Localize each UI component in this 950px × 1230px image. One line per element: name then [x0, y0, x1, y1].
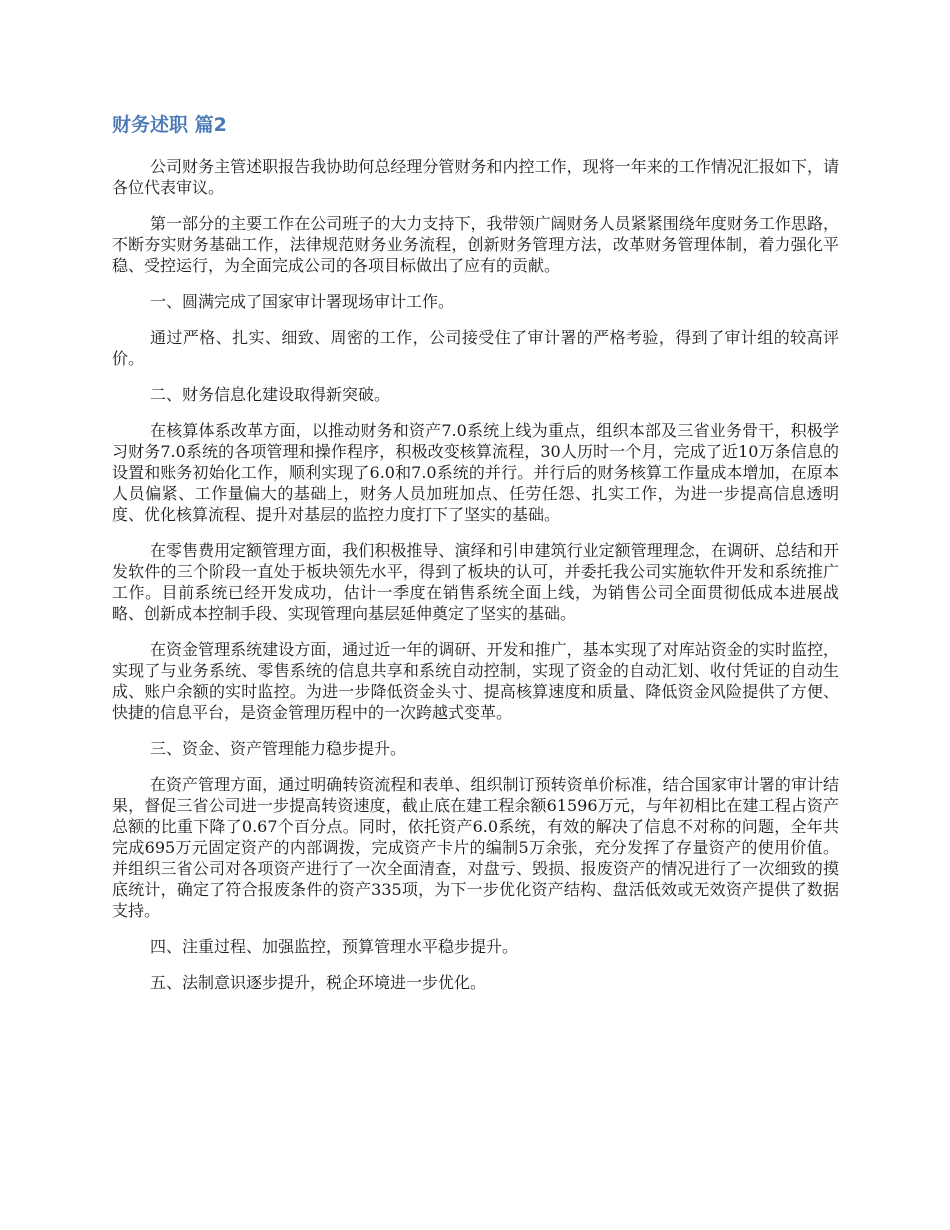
paragraph-retail-cost: 在零售费用定额管理方面，我们积极推导、演绎和引申建筑行业定额管理理念，在调研、总结和开发软件的三个阶段一直处于板块领先水平，得到了板块的认可，并委托我公司实施软件开发和系统推广工作。目前系统已经开发成功，估计一季度在销售系统全面上线，为销售公司全面贯彻低成本进展战略、创新成本控制手段、实现管理向基层延伸奠定了坚实的基础。	[112, 541, 839, 623]
heading-section-five: 五、法制意识逐步提升，税企环境进一步优化。	[150, 973, 487, 992]
paragraph-audit: 通过严格、扎实、细致、周密的工作，公司接受住了审计署的严格考验，得到了审计组的较高评价。	[112, 328, 839, 368]
heading-section-three: 三、资金、资产管理能力稳步提升。	[150, 739, 407, 758]
paragraph-accounting-reform: 在核算体系改革方面，以推动财务和资产7.0系统上线为重点，组织本部及三省业务骨干，积极学习财务7.0系统的各项管理和操作程序，积极改变核算流程，30人历时一个月，完成了近10万条信息的设置和账务初始化工作，顺利实现了6.0和7.0系统的并行。并行后的财务核算工作量成本增加，在原本人员偏紧、工作量偏大的基础上，财务人员加班加点、任劳任怨、扎实工作，为进一步提高信息透明度、优化核算流程、提升对基层的监控力度打下了坚实的基础。	[112, 421, 839, 524]
paragraph-fund-management: 在资金管理系统建设方面，通过近一年的调研、开发和推广，基本实现了对库站资金的实时监控，实现了与业务系统、零售系统的信息共享和系统自动控制，实现了资金的自动汇划、收付凭证的自动生成、账户余额的实时监控。为进一步降低资金头寸、提高核算速度和质量、降低资金风险提供了方便、快捷的信息平台，是资金管理历程中的一次跨越式变革。	[112, 640, 839, 722]
paragraph-intro: 公司财务主管述职报告我协助何总经理分管财务和内控工作，现将一年来的工作情况汇报如下，请各位代表审议。	[112, 157, 839, 197]
heading-section-four: 四、注重过程、加强监控，预算管理水平稳步提升。	[150, 937, 519, 956]
document-title: 财务述职 篇2	[112, 114, 227, 136]
paragraph-asset-management: 在资产管理方面，通过明确转资流程和表单、组织制订预转资单价标准，结合国家审计署的审计结果，督促三省公司进一步提高转资速度，截止底在建工程余额61596万元，与年初相比在建工程占资产总额的比重下降了0.67个百分点。同时，依托资产6.0系统，有效的解决了信息不对称的问题，全年共完成695万元固定资产的内部调拨，完成资产卡片的编制5万余张，充分发挥了存量资产的使用价值。并组织三省公司对各项资产进行了一次全面清查，对盘亏、毁损、报废资产的情况进行了一次细致的摸底统计，确定了符合报废条件的资产335项，为下一步优化资产结构、盘活低效或无效资产提供了数据支持。	[112, 775, 839, 920]
heading-section-two: 二、财务信息化建设取得新突破。	[150, 385, 391, 404]
document-page	[112, 108, 839, 1008]
heading-section-one: 一、圆满完成了国家审计署现场审计工作。	[150, 292, 455, 311]
paragraph-part-one: 第一部分的主要工作在公司班子的大力支持下，我带领广阔财务人员紧紧围绕年度财务工作思路，不断夯实财务基础工作，法律规范财务业务流程，创新财务管理方法，改革财务管理体制，着力强化平稳、受控运行，为全面完成公司的各项目标做出了应有的贡献。	[112, 214, 839, 275]
